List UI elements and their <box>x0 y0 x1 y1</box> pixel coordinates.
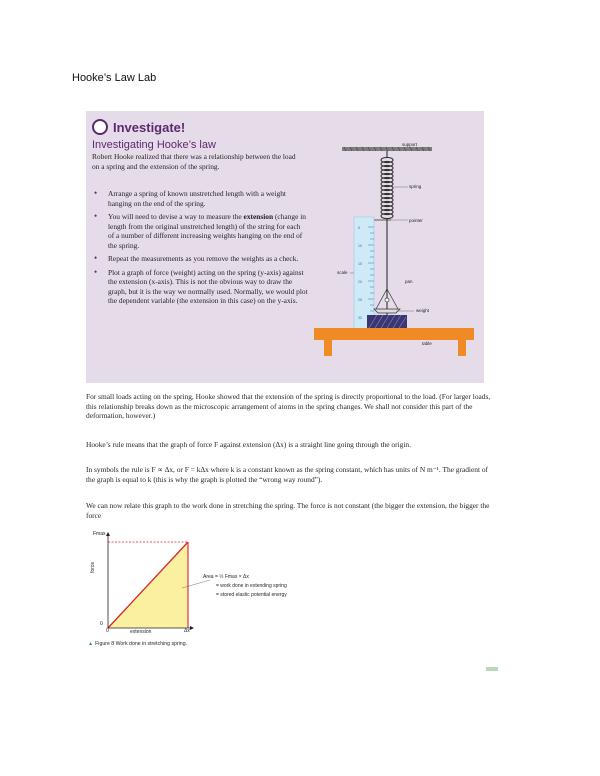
flask-icon <box>92 119 108 135</box>
scale-tick-label: 5 <box>358 226 360 230</box>
keyword-extension: extension <box>243 212 274 221</box>
caption-triangle-icon: ▲ <box>88 641 94 647</box>
scale-tick-label: 20 <box>358 280 362 284</box>
paragraph-1: For small loads acting on the spring, Hooke showed that the extension of the spring is directly proportional to the load. (For larger loads, this relationship breaks down as the microscopic arrangement of atoms in the spring changes. We shall not consider this part of the deformation, however.) <box>86 392 491 420</box>
caption-text: Figure 8 Work done in stretching spring. <box>95 641 188 647</box>
scale-tick-label: 10 <box>358 244 362 248</box>
label-support: support <box>402 142 418 147</box>
page-marker <box>486 667 498 671</box>
label-table: table <box>422 341 432 346</box>
y-axis-label: force <box>90 561 96 573</box>
y-max-label: Fmax <box>93 531 106 537</box>
label-scale: scale <box>337 270 348 275</box>
table-leg <box>324 340 332 356</box>
instruction-item: • You will need to devise a way to measure the extension (change in length from the original unstretched length) of the string for each of a number of different increasing weights hanging on the end of the spring. <box>92 212 308 250</box>
label-pan: pan <box>405 279 413 284</box>
investigate-header <box>92 119 185 135</box>
label-weight: weight <box>416 308 430 313</box>
origin-y-label: 0 <box>100 621 103 627</box>
instruction-item: • Arrange a spring of known unstretched length with a weight hanging on the end of the spring. <box>92 189 308 208</box>
document-title: Hooke’s Law Lab <box>72 72 157 84</box>
scale-tick-label: 30 <box>358 316 362 320</box>
area-annotation-3: = stored elastic potential energy <box>216 592 287 598</box>
area-annotation-1: Area = ½ Fmax × Δx <box>203 574 249 580</box>
paragraph-2: Hooke’s rule means that the graph of force F against extension (Δx) is a straight line going through the origin. <box>86 440 411 449</box>
figure-caption <box>88 641 187 647</box>
instruction-item: • Repeat the measurements as you remove the weights as a check. <box>92 254 308 264</box>
investigate-panel <box>86 111 484 383</box>
panel-intro: Robert Hooke realized that there was a relationship between the load on a spring and the extension of the spring. <box>92 152 296 171</box>
spring-apparatus-figure <box>310 139 482 375</box>
investigate-title: Investigate! <box>113 119 186 135</box>
instruction-item: • Plot a graph of force (weight) acting on the spring (y-axis) against the extension (x-axis). This is not the obvious way to draw the graph, but it is the way we normally used. Normally, we would plot the dependent variable (the extension in this case) on the y-axis. <box>92 268 308 306</box>
panel-subtitle: Investigating Hooke’s law <box>92 139 216 151</box>
paragraph-3: In symbols the rule is F ∝ Δx, or F = kΔx where k is a constant known as the spring constant, which has units of N m⁻¹. The gradient of the graph is equal to k (this is why the graph is plotted the “wrong way round”). <box>86 465 489 484</box>
x-end-label: Δx <box>184 628 190 634</box>
x-axis-label: extension <box>130 629 152 635</box>
area-annotation-2: = work done in extending spring <box>216 583 287 589</box>
table-top <box>314 328 474 340</box>
table-leg <box>458 340 466 356</box>
scale-tick-label: 25 <box>358 298 362 302</box>
scale-tick-label: 15 <box>358 262 362 266</box>
origin-x-label: 0 <box>106 628 109 634</box>
paragraph-4: We can now relate this graph to the work done in stretching the spring. The force is not constant (the bigger the extension, the bigger the force <box>86 501 490 520</box>
instruction-list <box>92 189 308 310</box>
label-pointer: pointer <box>409 218 423 223</box>
label-spring: spring <box>409 184 422 189</box>
